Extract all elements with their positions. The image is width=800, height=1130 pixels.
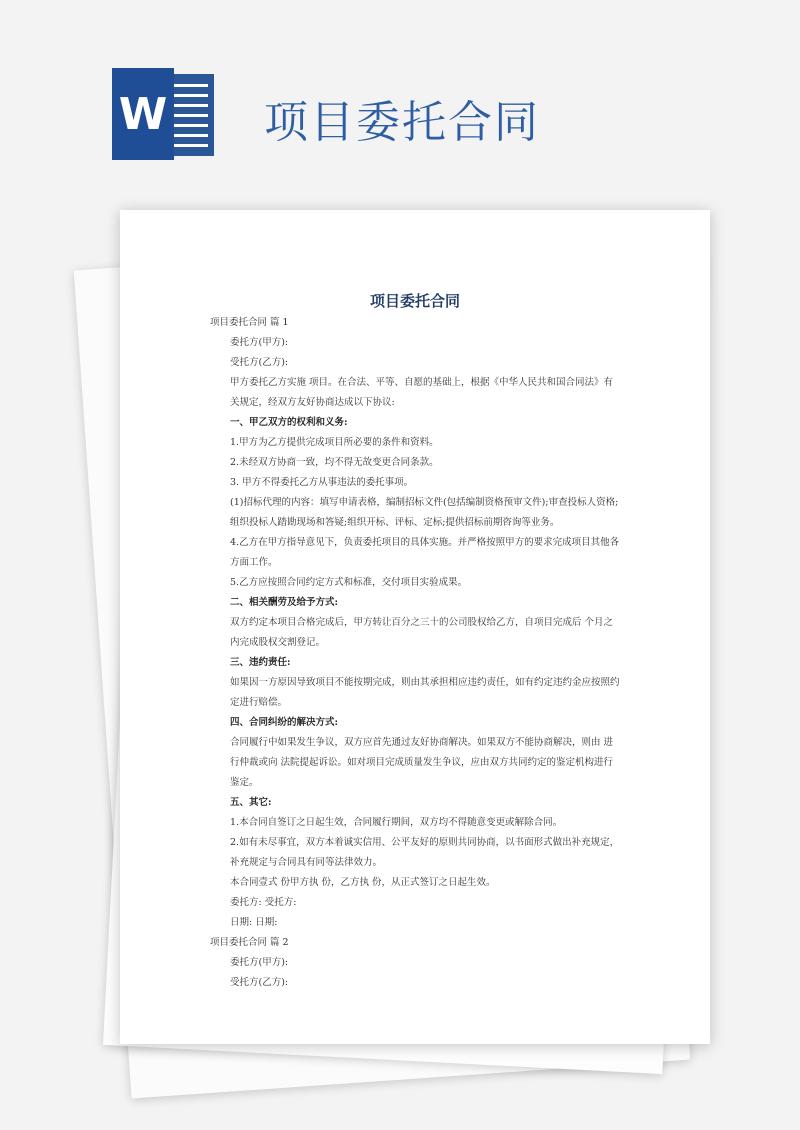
party-line: 受托方(乙方): bbox=[230, 977, 289, 988]
body-paragraph: 合同履行中如果发生争议，双方应首先通过友好协商解决。如果双方不能协商解决，则由 进行仲裁或向 法院提起诉讼。如对项目完成质量发生争议，应由双方共同约定的鉴定机构进行鉴定。 bbox=[230, 737, 614, 788]
clause-heading: 二、相关酬劳及给予方式: bbox=[230, 597, 339, 608]
body-paragraph: 1.本合同自签订之日起生效，合同履行期间，双方均不得随意变更或解除合同。 bbox=[230, 817, 563, 828]
clause-heading: 四、合同纠纷的解决方式: bbox=[230, 717, 339, 728]
body-paragraph: 5.乙方应按照合同约定方式和标准，交付项目实验成果。 bbox=[230, 577, 468, 588]
document-page bbox=[120, 210, 710, 1044]
body-paragraph: 本合同壹式 份甲方执 份，乙方执 份，从正式签订之日起生效。 bbox=[230, 877, 496, 888]
document-body bbox=[210, 313, 620, 993]
section-heading: 项目委托合同 篇 2 bbox=[210, 937, 289, 948]
body-paragraph: 2.未经双方协商一致，均不得无故变更合同条款。 bbox=[230, 457, 439, 468]
body-paragraph: 甲方委托乙方实施 项目。在合法、平等、自愿的基础上，根据《中华人民共和国合同法》有关规定，经双方友好协商达成以下协议: bbox=[230, 377, 614, 408]
document-title: 项目委托合同 bbox=[369, 292, 460, 310]
clause-heading: 五、其它: bbox=[230, 797, 272, 808]
word-logo bbox=[112, 68, 214, 160]
section-heading: 项目委托合同 篇 1 bbox=[210, 317, 289, 328]
party-line: 委托方(甲方): bbox=[230, 337, 289, 348]
clause-heading: 一、甲乙双方的权利和义务: bbox=[230, 417, 348, 428]
body-paragraph: 3. 甲方不得委托乙方从事违法的委托事项。 bbox=[230, 477, 414, 488]
party-line: 委托方(甲方): bbox=[230, 957, 289, 968]
body-paragraph: (1)招标代理的内容：填写申请表格，编制招标文件(包括编制资格预审文件);审查投标人资格;组织投标人踏勘现场和答疑;组织开标、评标、定标;提供招标前期咨询等业务。 bbox=[230, 497, 619, 528]
party-line: 受托方(乙方): bbox=[230, 357, 289, 368]
body-paragraph: 1.甲方为乙方提供完成项目所必要的条件和资料。 bbox=[230, 437, 439, 448]
date-line: 日期: 日期: bbox=[230, 917, 278, 928]
body-paragraph: 2.如有未尽事宜，双方本着诚实信用、公平友好的原则共同协商，以书面形式做出补充规定，补充规定与合同具有同等法律效力。 bbox=[230, 837, 620, 868]
word-w-icon: W bbox=[112, 68, 174, 160]
body-paragraph: 如果因一方原因导致项目不能按期完成，则由其承担相应违约责任，如有约定违约金应按照约定进行赔偿。 bbox=[230, 677, 620, 708]
clause-heading: 三、违约责任: bbox=[230, 657, 291, 668]
body-paragraph: 4.乙方在甲方指导意见下，负责委托项目的具体实施。并严格按照甲方的要求完成项目其他各方面工作。 bbox=[230, 537, 620, 568]
signature-line: 委托方: 受托方: bbox=[230, 897, 297, 908]
body-paragraph: 双方约定本项目合格完成后，甲方转让百分之三十的公司股权给乙方，自项目完成后 个月之内完成股权交割登记。 bbox=[230, 617, 614, 648]
page-heading: 项目委托合同 bbox=[264, 97, 540, 148]
